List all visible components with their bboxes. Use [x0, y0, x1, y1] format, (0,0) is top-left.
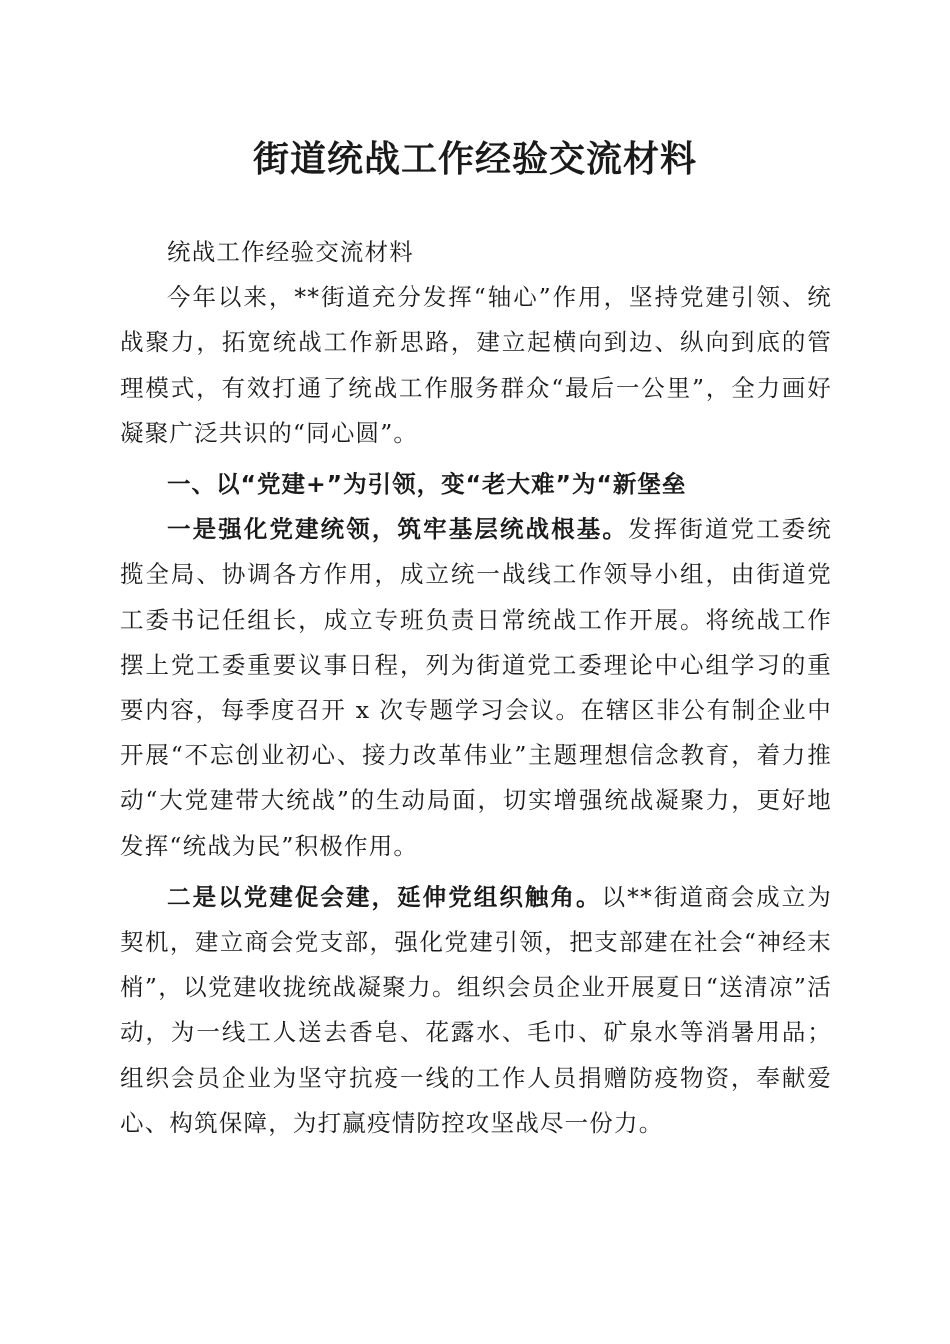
- paragraph-1-lead: 一是强化党建统领，筑牢基层统战根基。: [167, 515, 629, 544]
- intro-paragraph: 今年以来，**街道充分发挥“轴心”作用，坚持党建引领、统战聚力，拓宽统战工作新思路，建立起横向到边、纵向到底的管理模式，有效打通了统战工作服务群众“最后一公里”，全力画好凝聚广泛共识的“同心圆”。: [120, 283, 832, 447]
- paragraph-2-body: 以**街道商会成立为契机，建立商会党支部，强化党建引领，把支部建在社会“神经末梢”，以党建收拢统战凝聚力。组织会员企业开展夏日“送清凉”活动，为一线工人送去香皂、花露水、毛巾、矿泉水等消暑用品；组织会员企业为坚守抗疫一线的工作人员捐赠防疫物资，奉献爱心、构筑保障，为打赢疫情防控攻坚战尽一份力。: [120, 882, 833, 1137]
- paragraph-1-body: 发挥街道党工委统揽全局、协调各方作用，成立统一战线工作领导小组，由街道党工委书记任组长，成立专班负责日常统战工作开展。将统战工作摆上党工委重要议事日程，列为街道党工委理论中心组学习的重要内容，每季度召开 x 次专题学习会议。在辖区非公有制企业中开展“不忘创业初心、接力改革伟业”主题理想信念教育，着力推动“大党建带大统战”的生动局面，切实增强统战凝聚力，更好地发挥“统战为民”积极作用。: [120, 515, 832, 860]
- document-title: 街道统战工作经验交流材料: [252, 139, 697, 180]
- document-body: [120, 230, 832, 1146]
- section-heading-1: 一、以“党建+”为引领，变“老大难”为“新堡垒: [167, 470, 687, 499]
- paragraph-2: [120, 875, 832, 1146]
- paragraph-1: [120, 507, 832, 869]
- subtitle-paragraph: 统战工作经验交流材料: [167, 238, 414, 266]
- paragraph-2-lead: 二是以党建促会建，延伸党组织触角。: [167, 882, 602, 911]
